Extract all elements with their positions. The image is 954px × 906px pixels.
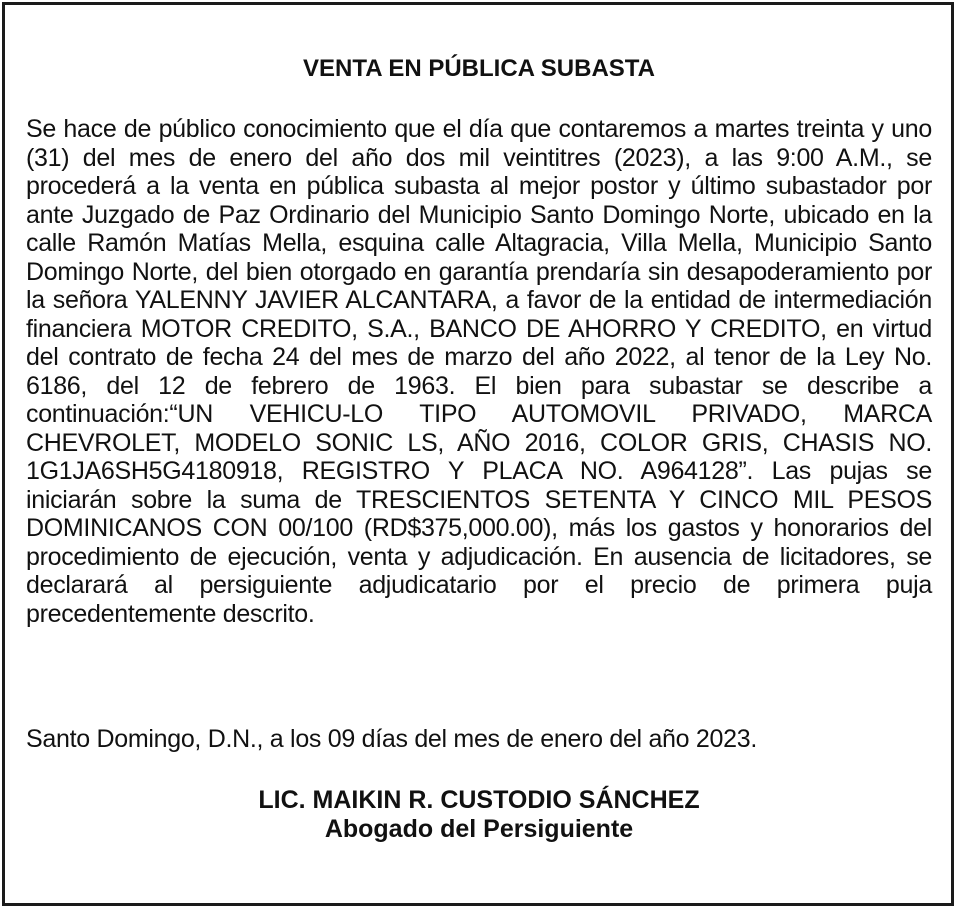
notice-title: VENTA EN PÚBLICA SUBASTA bbox=[302, 55, 655, 82]
signer-name: LIC. MAIKIN R. CUSTODIO SÁNCHEZ bbox=[258, 786, 700, 814]
notice-dateline: Santo Domingo, D.N., a los 09 días del mes de enero del año 2023. bbox=[26, 725, 757, 753]
notice-body: Se hace de público conocimiento que el día que contaremos a martes treinta y uno (31) del mes de enero del año dos mil veintitres (2023), a las 9:00 A.M., se procederá a la venta en pública subasta al mejor postor y último subastador por ante Juzgado de Paz Ordinario del Municipio Santo Domingo Norte, ubicado en la calle Ramón Matías Mella, esquina calle Altagracia, Villa Mella, Municipio Santo Domingo Norte, del bien otorgado en garantía prendaría sin desapoderamiento por la señora YALENNY JAVIER ALCANTARA, a favor de la entidad de intermediación financiera MOTOR CREDITO, S.A., BANCO DE AHORRO Y CREDITO, en virtud del contrato de fecha 24 del mes de marzo del año 2022, al tenor de la Ley No. 6186, del 12 de febrero de 1963. El bien para subastar se describe a continuación:“UN VEHICU-LO TIPO AUTOMOVIL PRIVADO, MARCA CHEVROLET, MODELO SONIC LS, AÑO 2016, COLOR GRIS, CHASIS NO. 1G1JA6SH5G4180918, REGISTRO Y PLACA NO. A964128”. Las pujas se iniciarán sobre la suma de TRESCIENTOS SETENTA Y CINCO MIL PESOS DOMINICANOS CON 00/100 (RD$375,000.00), más los gastos y honorarios del procedimiento de ejecución, venta y adjudicación. En ausencia de licitadores, se declarará al persiguiente adjudicatario por el precio de primera puja precedentemente descrito. bbox=[26, 115, 932, 628]
signer-role: Abogado del Persiguiente bbox=[324, 815, 634, 843]
notice-border bbox=[2, 2, 954, 906]
